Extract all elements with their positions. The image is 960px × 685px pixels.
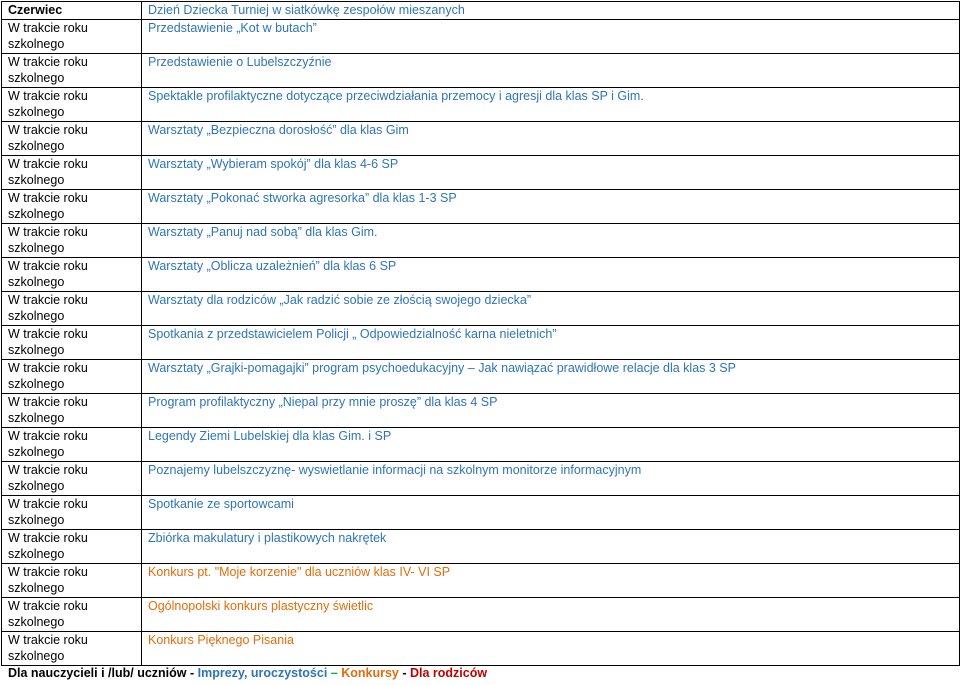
table-row	[2, 427, 960, 461]
date-cell: W trakcie roku szkolnego	[2, 631, 142, 665]
table-row	[2, 53, 960, 87]
event-cell: Przedstawienie „Kot w butach”	[142, 19, 960, 53]
date-cell: W trakcie roku szkolnego	[2, 223, 142, 257]
date-cell: W trakcie roku szkolnego	[2, 461, 142, 495]
date-cell: W trakcie roku szkolnego	[2, 19, 142, 53]
event-cell: Konkurs pt. "Moje korzenie" dla uczniów klas IV- VI SP	[142, 563, 960, 597]
event-cell: Przedstawienie o Lubelszczyźnie	[142, 53, 960, 87]
table-row	[2, 529, 960, 563]
table-row	[2, 291, 960, 325]
table-row	[2, 19, 960, 53]
legend-contests: Konkursy	[341, 666, 399, 680]
date-cell: W trakcie roku szkolnego	[2, 597, 142, 631]
event-cell: Warsztaty „Wybieram spokój” dla klas 4-6 SP	[142, 155, 960, 189]
event-cell: Warsztaty „Oblicza uzależnień” dla klas 6 SP	[142, 257, 960, 291]
date-cell: W trakcie roku szkolnego	[2, 427, 142, 461]
date-cell: W trakcie roku szkolnego	[2, 121, 142, 155]
color-legend	[8, 666, 487, 680]
event-cell: Spotkanie ze sportowcami	[142, 495, 960, 529]
legend-separator: -	[398, 666, 410, 680]
event-cell: Warsztaty dla rodziców „Jak radzić sobie ze złością swojego dziecka”	[142, 291, 960, 325]
event-cell: Zbiórka makulatury i plastikowych nakrętek	[142, 529, 960, 563]
table-row	[2, 393, 960, 427]
table-row	[2, 461, 960, 495]
event-cell: Dzień Dziecka Turniej w siatkówkę zespołów mieszanych	[142, 2, 960, 20]
date-cell: W trakcie roku szkolnego	[2, 495, 142, 529]
date-cell: W trakcie roku szkolnego	[2, 53, 142, 87]
table-row	[2, 87, 960, 121]
event-cell: Warsztaty „Bezpieczna dorosłość” dla klas Gim	[142, 121, 960, 155]
table-row	[2, 597, 960, 631]
date-cell: W trakcie roku szkolnego	[2, 257, 142, 291]
event-cell: Warsztaty „Grajki-pomagajki” program psychoedukacyjny – Jak nawiązać prawidłowe relacje dla klas 3 SP	[142, 359, 960, 393]
event-cell: Program profilaktyczny „Niepal przy mnie proszę” dla klas 4 SP	[142, 393, 960, 427]
date-cell: W trakcie roku szkolnego	[2, 87, 142, 121]
event-cell: Warsztaty „Pokonać stworka agresorka” dla klas 1-3 SP	[142, 189, 960, 223]
events-table-body	[2, 2, 960, 666]
table-row	[2, 563, 960, 597]
date-cell: W trakcie roku szkolnego	[2, 155, 142, 189]
event-cell: Spotkania z przedstawicielem Policji „ Odpowiedzialność karna nieletnich”	[142, 325, 960, 359]
table-row	[2, 257, 960, 291]
table-row	[2, 359, 960, 393]
table-row	[2, 121, 960, 155]
events-table	[1, 1, 960, 666]
date-cell: W trakcie roku szkolnego	[2, 529, 142, 563]
event-cell: Ogólnopolski konkurs plastyczny świetlic	[142, 597, 960, 631]
table-row	[2, 2, 960, 20]
table-row	[2, 223, 960, 257]
legend-parents: Dla rodziców	[409, 666, 488, 680]
event-cell: Konkurs Pięknego Pisania	[142, 631, 960, 665]
event-cell: Legendy Ziemi Lubelskiej dla klas Gim. i SP	[142, 427, 960, 461]
table-row	[2, 325, 960, 359]
legend-teachers-students: Dla nauczycieli i /lub/ uczniów	[8, 666, 187, 680]
event-cell: Spektakle profilaktyczne dotyczące przeciwdziałania przemocy i agresji dla klas SP i Gim.	[142, 87, 960, 121]
date-cell: Czerwiec	[2, 2, 142, 20]
legend-events: Imprezy, uroczystości	[197, 666, 328, 680]
date-cell: W trakcie roku szkolnego	[2, 563, 142, 597]
table-row	[2, 495, 960, 529]
date-cell: W trakcie roku szkolnego	[2, 393, 142, 427]
event-cell: Poznajemy lubelszczyznę- wyswietlanie informacji na szkolnym monitorze informacyjnym	[142, 461, 960, 495]
table-row	[2, 155, 960, 189]
date-cell: W trakcie roku szkolnego	[2, 325, 142, 359]
legend-separator: -	[186, 666, 198, 680]
date-cell: W trakcie roku szkolnego	[2, 359, 142, 393]
event-cell: Warsztaty „Panuj nad sobą” dla klas Gim.	[142, 223, 960, 257]
table-row	[2, 189, 960, 223]
table-row	[2, 631, 960, 665]
date-cell: W trakcie roku szkolnego	[2, 189, 142, 223]
date-cell: W trakcie roku szkolnego	[2, 291, 142, 325]
legend-separator: –	[327, 666, 342, 680]
